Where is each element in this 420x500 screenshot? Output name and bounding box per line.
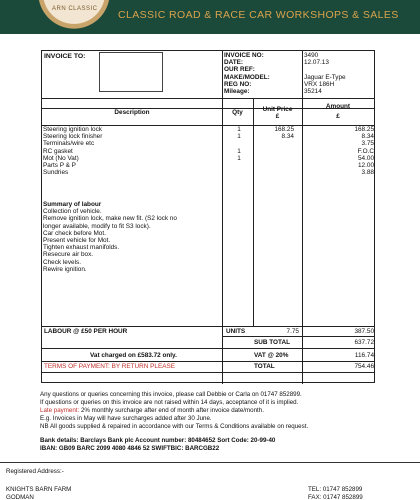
item-qty: 1 <box>237 133 241 141</box>
late-payment-text: 2% monthly surcharge after end of month after invoice date/month. <box>79 407 264 414</box>
our-ref-label: OUR REF: <box>224 66 255 74</box>
labour-line: Remove ignition lock, make new fit. (S2 lock no <box>43 215 177 223</box>
mileage-value: 35214 <box>304 88 322 95</box>
units-label: UNITS <box>226 328 246 335</box>
notes-block <box>40 391 308 431</box>
total-label: TOTAL <box>254 363 275 370</box>
item-amount: 168.25 <box>354 126 374 133</box>
item-qty: 1 <box>237 126 241 133</box>
item-descriptions <box>43 126 102 176</box>
item-amount: 12.00 <box>358 162 374 170</box>
note-line: E.g. Invoices in May will have surcharges added after 30 June. <box>40 415 212 422</box>
registered-address-label: Registered Address:- <box>6 468 64 475</box>
vat-value: 116.74 <box>354 352 374 359</box>
vat-note: Vat charged on £583.72 only. <box>90 352 177 359</box>
item-qty: 1 <box>237 147 241 155</box>
subtotal-value: 637.72 <box>354 339 374 346</box>
labour-line: Present vehicle for Mot. <box>43 237 111 245</box>
fax: FAX: 01747 852899 <box>308 494 363 500</box>
reg-no-value: VRX 186H <box>304 80 335 88</box>
redacted-address <box>99 52 163 92</box>
note-line: If questions or queries on this invoice are not raised within 14 days, acceptance of it is implied. <box>40 399 299 406</box>
unit-price-header: Unit Price <box>262 106 293 113</box>
labour-line: Tighten exhaust manifolds. <box>43 244 120 252</box>
labour-amount: 387.50 <box>354 328 374 335</box>
make-model-label: MAKE/MODEL: <box>224 73 270 81</box>
labour-line: Resecure air box. <box>43 251 94 259</box>
item-quantities <box>235 126 243 176</box>
date-label: DATE: <box>224 59 244 67</box>
item-unit-price: 168.25 <box>274 126 294 133</box>
invoice-no-label: INVOICE NO: <box>224 52 264 59</box>
item-qty: 1 <box>237 154 241 162</box>
item-desc: RC gasket <box>43 147 73 155</box>
amount-currency: £ <box>336 113 340 120</box>
logo-text: ARN CLASSIC <box>52 6 98 12</box>
payment-terms: TERMS OF PAYMENT: BY RETURN PLEASE <box>44 363 176 370</box>
item-unit-prices <box>247 126 294 140</box>
company-tagline: CLASSIC ROAD & RACE CAR WORKSHOPS & SALES <box>118 9 399 21</box>
labour-summary-heading: Summary of labour <box>43 201 102 208</box>
our-ref-value <box>304 66 346 73</box>
item-amount: 3.75 <box>361 140 374 148</box>
invoice-to-label: INVOICE TO: <box>44 53 86 60</box>
telephone: TEL: 01747 852899 <box>308 486 363 493</box>
reg-no-label: REG NO: <box>224 80 252 88</box>
item-amount: 54.00 <box>358 154 374 162</box>
labour-line: Collection of vehicle. <box>43 208 102 216</box>
unit-price-currency: £ <box>275 113 280 120</box>
invoice-table <box>41 50 375 383</box>
labour-summary <box>43 201 177 273</box>
total-value: 754.46 <box>354 363 374 370</box>
item-amount: 8.34 <box>361 133 374 141</box>
labour-line: longer available, modify to fit S3 lock). <box>43 222 151 230</box>
labour-line: Check levels. <box>43 258 82 266</box>
item-desc: Mot (No Vat) <box>43 154 79 162</box>
item-amounts <box>304 126 374 176</box>
item-qty <box>235 169 243 176</box>
invoice-detail-values <box>304 52 346 95</box>
mileage-label: Mileage: <box>224 88 250 96</box>
bank-details <box>40 437 275 453</box>
labour-rate: LABOUR @ £50 PER HOUR <box>44 328 128 335</box>
item-desc: Sundries <box>43 169 69 177</box>
item-desc: Steering ignition lock <box>43 126 102 133</box>
note-line: NB All goods supplied & repaired in accordance with our Terms & Conditions available on request. <box>40 423 309 430</box>
bank-line: IBAN: GB09 BARC 2099 4080 4846 52 SWIFTBIC: BARCGB22 <box>40 445 220 452</box>
address-line: KNIGHTS BARN FARM <box>6 486 72 493</box>
item-desc: Steering lock finisher <box>43 133 103 141</box>
units-value: 7.75 <box>286 328 299 335</box>
qty-header: Qty <box>232 109 243 116</box>
make-model-value: Jaguar E-Type <box>304 73 346 81</box>
invoice-no-value: 3490 <box>304 52 319 59</box>
item-amount: F.O.C <box>357 147 374 155</box>
footer-divider <box>0 462 420 463</box>
bank-line: Bank details: Barclays Bank plc Account number: 80484652 Sort Code: 20-99-40 <box>40 437 276 444</box>
item-qty <box>235 162 243 169</box>
item-desc: Parts P & P <box>43 162 76 170</box>
labour-line: Car check before Mot. <box>43 229 106 237</box>
item-qty <box>235 140 243 147</box>
vat-label: VAT @ 20% <box>254 352 289 359</box>
invoice-detail-labels <box>224 52 270 95</box>
labour-line: Rewire ignition. <box>43 265 87 273</box>
description-header: Description <box>114 109 150 116</box>
address-line: GODMAN <box>6 494 34 500</box>
note-line: Any questions or queries concerning this invoice, please call Debbie or Carla on 01747 852899. <box>40 391 302 398</box>
item-unit-price: 8.34 <box>281 133 294 141</box>
note-line <box>40 407 308 415</box>
subtotal-label: SUB TOTAL <box>254 339 290 346</box>
item-amount: 3.88 <box>361 169 374 177</box>
amount-header: Amount <box>325 103 351 110</box>
late-payment-label: Late payment: <box>40 407 80 414</box>
date-value: 12.07.13 <box>304 59 329 67</box>
item-desc: Terminals/wire etc <box>43 140 95 148</box>
